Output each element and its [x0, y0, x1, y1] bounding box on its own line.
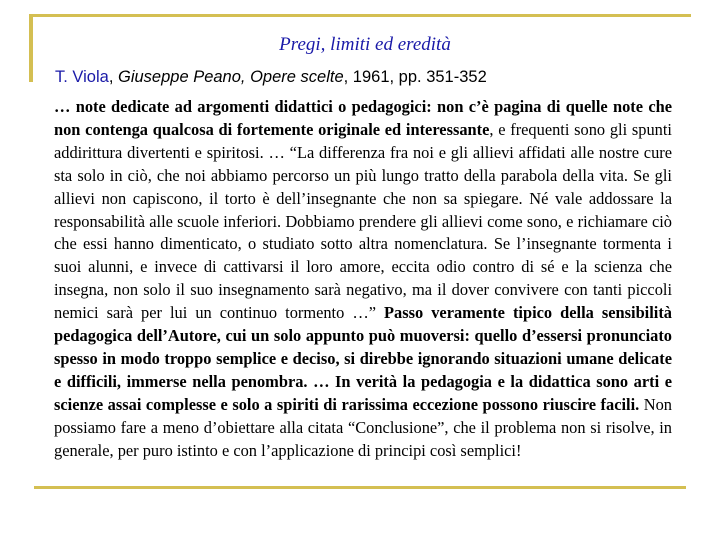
passage-segment-3: Passo veramente tipico della sensibilità pedagogica dell’Autore, cui un solo appunto può muoversi: quello d’essersi pronunciato spesso in modo troppo semplice e deciso, si direbbe ignorando situazioni umane delicate e difficili, immerse nella penombra. … In verità la pedagogia e la didattica sono arti e scienze assai complesse e solo a spiriti di rarissima eccezione possono riuscire facili.	[54, 303, 672, 414]
quoted-passage	[54, 96, 672, 463]
reference-details: , 1961, pp. 351-352	[343, 68, 487, 86]
reference-author: T. Viola	[55, 68, 109, 86]
slide-title: Pregi, limiti ed eredità	[279, 34, 451, 55]
decorative-top-line	[29, 14, 691, 17]
decorative-bottom-line	[34, 486, 686, 489]
reference-separator: ,	[108, 68, 118, 86]
reference-line	[55, 68, 675, 87]
passage-segment-2: , e frequenti sono gli spunti addirittura divertenti e spiritosi. … “La differenza fra noi e gli allievi affidati alle nostre cure sta solo in ciò, che noi abbiamo percorso un più lungo tratto della parabola della vita. Se gli allievi non capiscono, il torto è dell’insegnante che non sa spiegare. Né vale addossare la responsabilità alle scuole inferiori. Dobbiamo prendere gli allievi come sono, e richiamare ciò che essi hanno dimenticato, o studiato sotto altra nomenclatura. Se l’insegnante tormenta i suoi alunni, e invece di cattivarsi il loro amore, eccita odio contro di sé e la scienza che insegna, non solo il suo insegnamento sarà negativo, ma il dover convivere con tanti piccoli nemici sarà per lui un continuo tormento …”	[54, 119, 672, 323]
passage-segment-4: Non possiamo fare a meno d’obiettare alla citata “Conclusione”, che il problema non si risolve, in generale, per puro istinto e con l’applicazione di principi così semplici!	[54, 394, 673, 460]
reference-work: Giuseppe Peano, Opere scelte	[117, 68, 344, 86]
passage-segment-1: … note dedicate ad argomenti didattici o pedagogici: non c’è pagina di quelle note che non contenga qualcosa di fortemente originale ed interessante	[54, 97, 672, 139]
